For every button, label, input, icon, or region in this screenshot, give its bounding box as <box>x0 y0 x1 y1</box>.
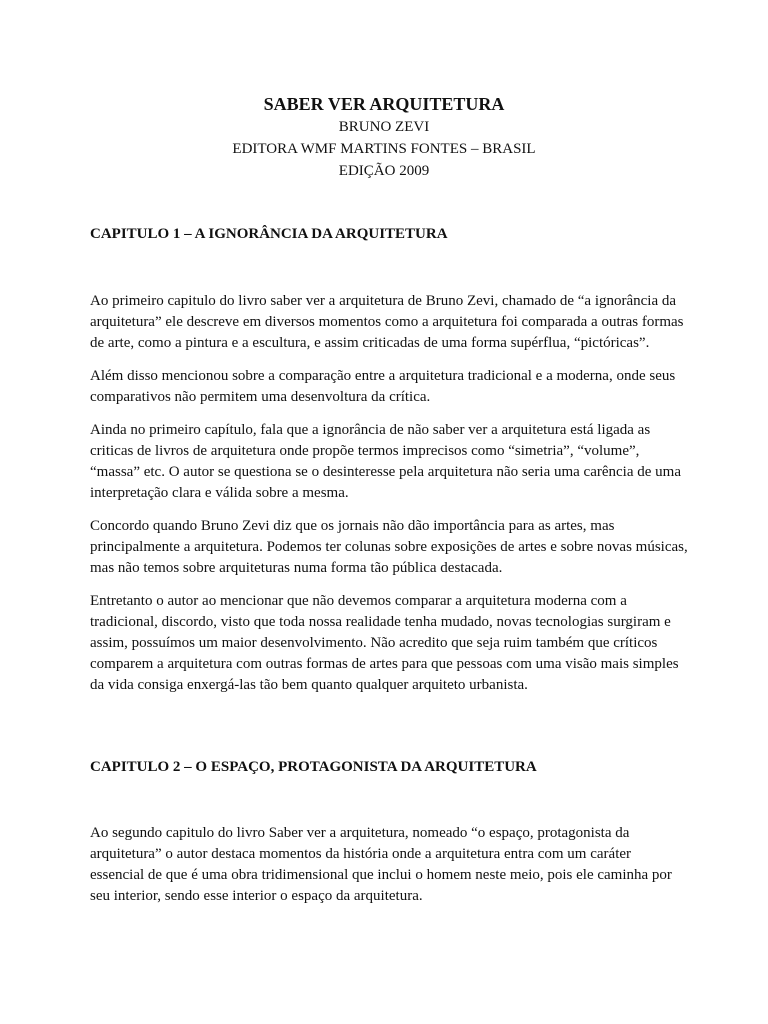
author-name: BRUNO ZEVI <box>338 119 430 135</box>
paragraph: Concordo quando Bruno Zevi diz que os jornais não dão importância para as artes, mas principalmente a arquitetura. Podemos ter colunas sobre exposições de artes e sobre novas músicas, mas não temos sobre arquiteturas numa forma tão pública destacada. <box>90 518 688 576</box>
paragraph: Ainda no primeiro capítulo, fala que a ignorância de não saber ver a arquitetura está ligada as criticas de livros de arquitetura onde propõe termos imprecisos como “simetria”, “volume”, “massa” etc. O autor se questiona se o desinteresse pela arquitetura não seria uma carência de uma interpretação clara e válida sobre a mesma. <box>90 422 681 501</box>
chapter-heading: CAPITULO 2 – O ESPAÇO, PROTAGONISTA DA ARQUITETURA <box>90 759 537 775</box>
edition-info: EDIÇÃO 2009 <box>338 163 430 179</box>
title-block <box>90 92 678 182</box>
paragraph: Ao segundo capitulo do livro Saber ver a arquitetura, nomeado “o espaço, protagonista da arquitetura” o autor destaca momentos da história onde a arquitetura entra com um caráter essencial de que é uma obra tridimensional que inclui o homem neste meio, pois ele caminha por seu interior, sendo esse interior o espaço da arquitetura. <box>90 825 672 904</box>
paragraph: Além disso mencionou sobre a comparação entre a arquitetura tradicional e a moderna, onde seus comparativos não permitem uma desenvoltura da crítica. <box>90 368 676 405</box>
paragraph: Entretanto o autor ao mencionar que não devemos comparar a arquitetura moderna com a tradicional, discordo, visto que toda nossa realidade tenha mudado, novas tecnologias surgiram e assim, possuímos um maior desenvolvimento. Não acredito que seja ruim também que críticos comparem a arquitetura com outras formas de artes para que pessoas com uma visão mais simples da vida consiga enxergá-las tão bem quanto qualquer arquiteto urbanista. <box>90 593 679 693</box>
chapter-heading: CAPITULO 1 – A IGNORÂNCIA DA ARQUITETURA <box>90 226 448 242</box>
chapter-2 <box>90 757 688 919</box>
chapter-1 <box>90 224 688 708</box>
publisher-name: EDITORA WMF MARTINS FONTES – BRASIL <box>232 141 536 157</box>
paragraph: Ao primeiro capitulo do livro saber ver a arquitetura de Bruno Zevi, chamado de “a ignorância da arquitetura” ele descreve em diversos momentos como a arquitetura foi comparada a outras formas de arte, como a pintura e a escultura, e assim criticadas de uma forma supérflua, “pictóricas”. <box>90 293 684 351</box>
document-title: SABER VER ARQUITETURA <box>263 94 505 114</box>
